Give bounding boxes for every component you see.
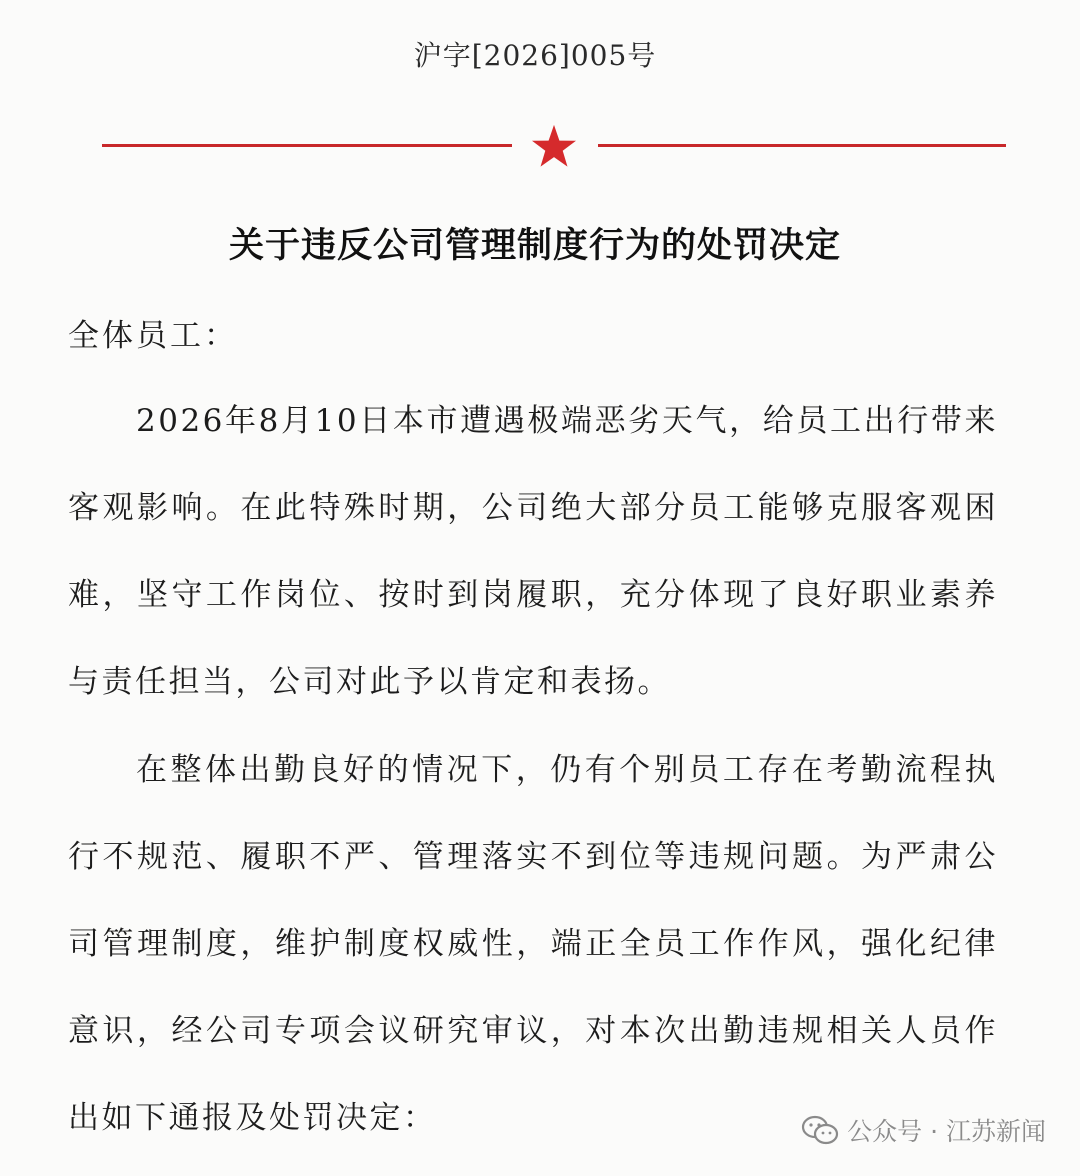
source-watermark [801, 1112, 1046, 1148]
document-number: 沪字[2026]005号 [413, 39, 657, 72]
paragraph-2: 在整体出勤良好的情况下，仍有个别员工存在考勤流程执行不规范、履职不严、管理落实不到位等违规问题。为严肃公司管理制度，维护制度权威性，端正全员工作作风，强化纪律意识，经公司专项会议研究审议，对本次出勤违规相关人员作出如下通报及处罚决定： [68, 752, 998, 1136]
red-rule-left [102, 144, 512, 147]
watermark-text: 公众号 · 江苏新闻 [847, 1117, 1046, 1146]
document-title: 关于违反公司管理制度行为的处罚决定 [228, 225, 841, 266]
wechat-icon [801, 1115, 839, 1145]
salutation: 全体员工： [68, 318, 238, 354]
red-star-icon [531, 124, 577, 168]
red-rule-right [598, 144, 1006, 147]
paragraph-1: 2026年8月10日本市遭遇极端恶劣天气，给员工出行带来客观影响。在此特殊时期，公司绝大部分员工能够克服客观困难，坚守工作岗位、按时到岗履职，充分体现了良好职业素养与责任担当，公司对此予以肯定和表扬。 [68, 403, 998, 700]
